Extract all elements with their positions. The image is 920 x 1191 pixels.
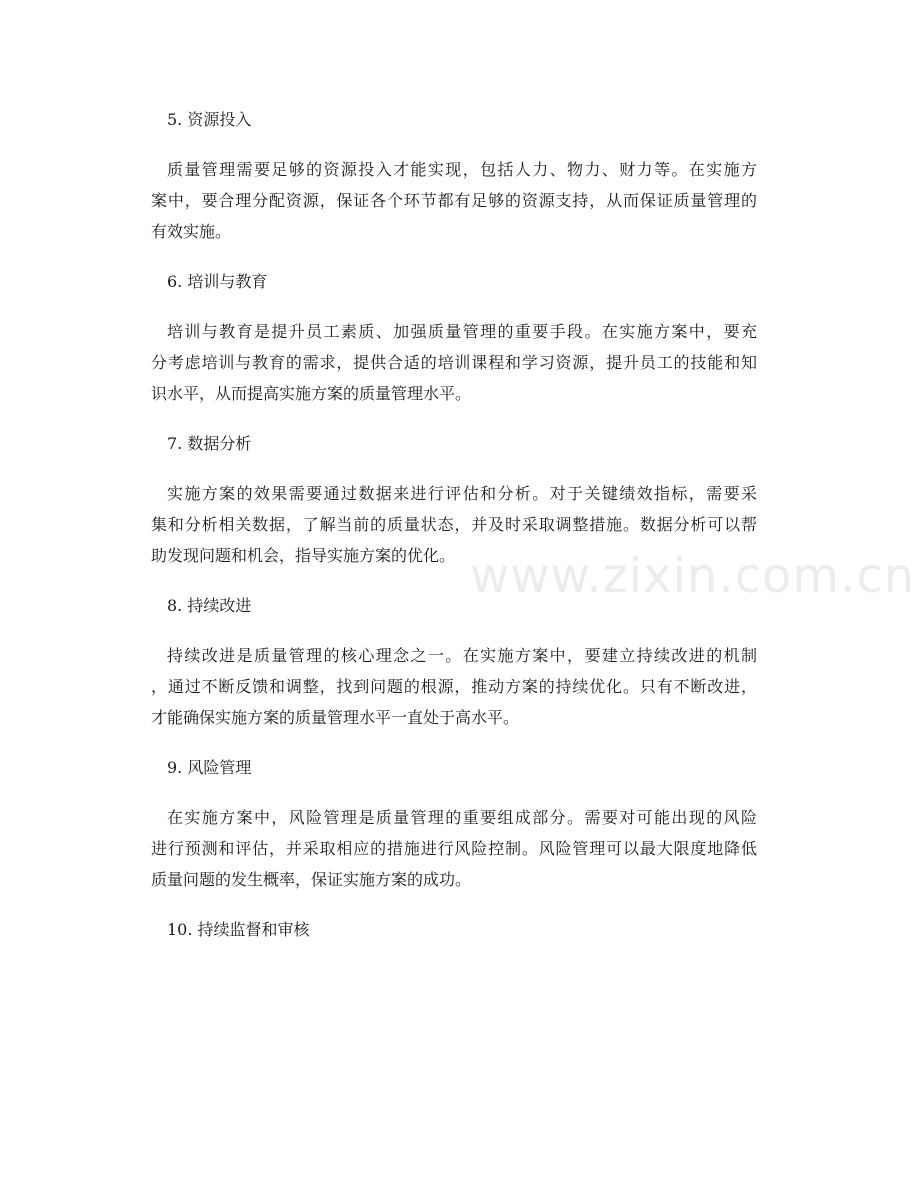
section-heading-5: 5. 资源投入: [167, 110, 252, 129]
paragraph-line: 助发现问题和机会，指导实施方案的优化。: [151, 546, 456, 565]
section-heading-6: 6. 培训与教育: [167, 272, 268, 291]
paragraph-line: 分考虑培训与教育的需求，提供合适的培训课程和学习资源，提升员工的技能和知: [151, 353, 757, 372]
paragraph-line: 培训与教育是提升员工素质、加强质量管理的重要手段。在实施方案中，要充: [167, 322, 757, 341]
paragraph-line: 案中，要合理分配资源，保证各个环节都有足够的资源支持，从而保证质量管理的: [151, 191, 757, 210]
section-paragraph-5: [151, 154, 757, 247]
section-paragraph-9: [151, 802, 757, 895]
paragraph-line: 集和分析相关数据，了解当前的质量状态，并及时采取调整措施。数据分析可以帮: [151, 515, 757, 534]
paragraph-line: 持续改进是质量管理的核心理念之一。在实施方案中，要建立持续改进的机制: [167, 646, 757, 665]
section-paragraph-8: [151, 640, 757, 733]
section-paragraph-7: [151, 478, 757, 571]
paragraph-line: 质量问题的发生概率，保证实施方案的成功。: [151, 870, 472, 889]
section-heading-9: 9. 风险管理: [167, 758, 252, 777]
section-paragraph-6: [151, 316, 757, 409]
paragraph-line: 才能确保实施方案的质量管理水平一直处于高水平。: [151, 708, 520, 727]
paragraph-line: 进行预测和评估，并采取相应的措施进行风险控制。风险管理可以最大限度地降低: [151, 839, 757, 858]
paragraph-line: ，通过不断反馈和调整，找到问题的根源，推动方案的持续优化。只有不断改进，: [151, 677, 757, 696]
section-heading-10: 10. 持续监督和审核: [167, 920, 310, 939]
paragraph-line: 实施方案的效果需要通过数据来进行评估和分析。对于关键绩效指标，需要采: [167, 484, 757, 503]
paragraph-line: 有效实施。: [151, 222, 232, 241]
paragraph-line: 质量管理需要足够的资源投入才能实现，包括人力、物力、财力等。在实施方: [167, 160, 757, 179]
paragraph-line: 在实施方案中，风险管理是质量管理的重要组成部分。需要对可能出现的风险: [167, 808, 757, 827]
paragraph-line: 识水平，从而提高实施方案的质量管理水平。: [151, 384, 472, 403]
section-heading-8: 8. 持续改进: [167, 596, 252, 615]
document-body: [151, 105, 757, 964]
section-heading-7: 7. 数据分析: [167, 434, 252, 453]
watermark-text: www.zixin.com.cn: [470, 548, 916, 604]
